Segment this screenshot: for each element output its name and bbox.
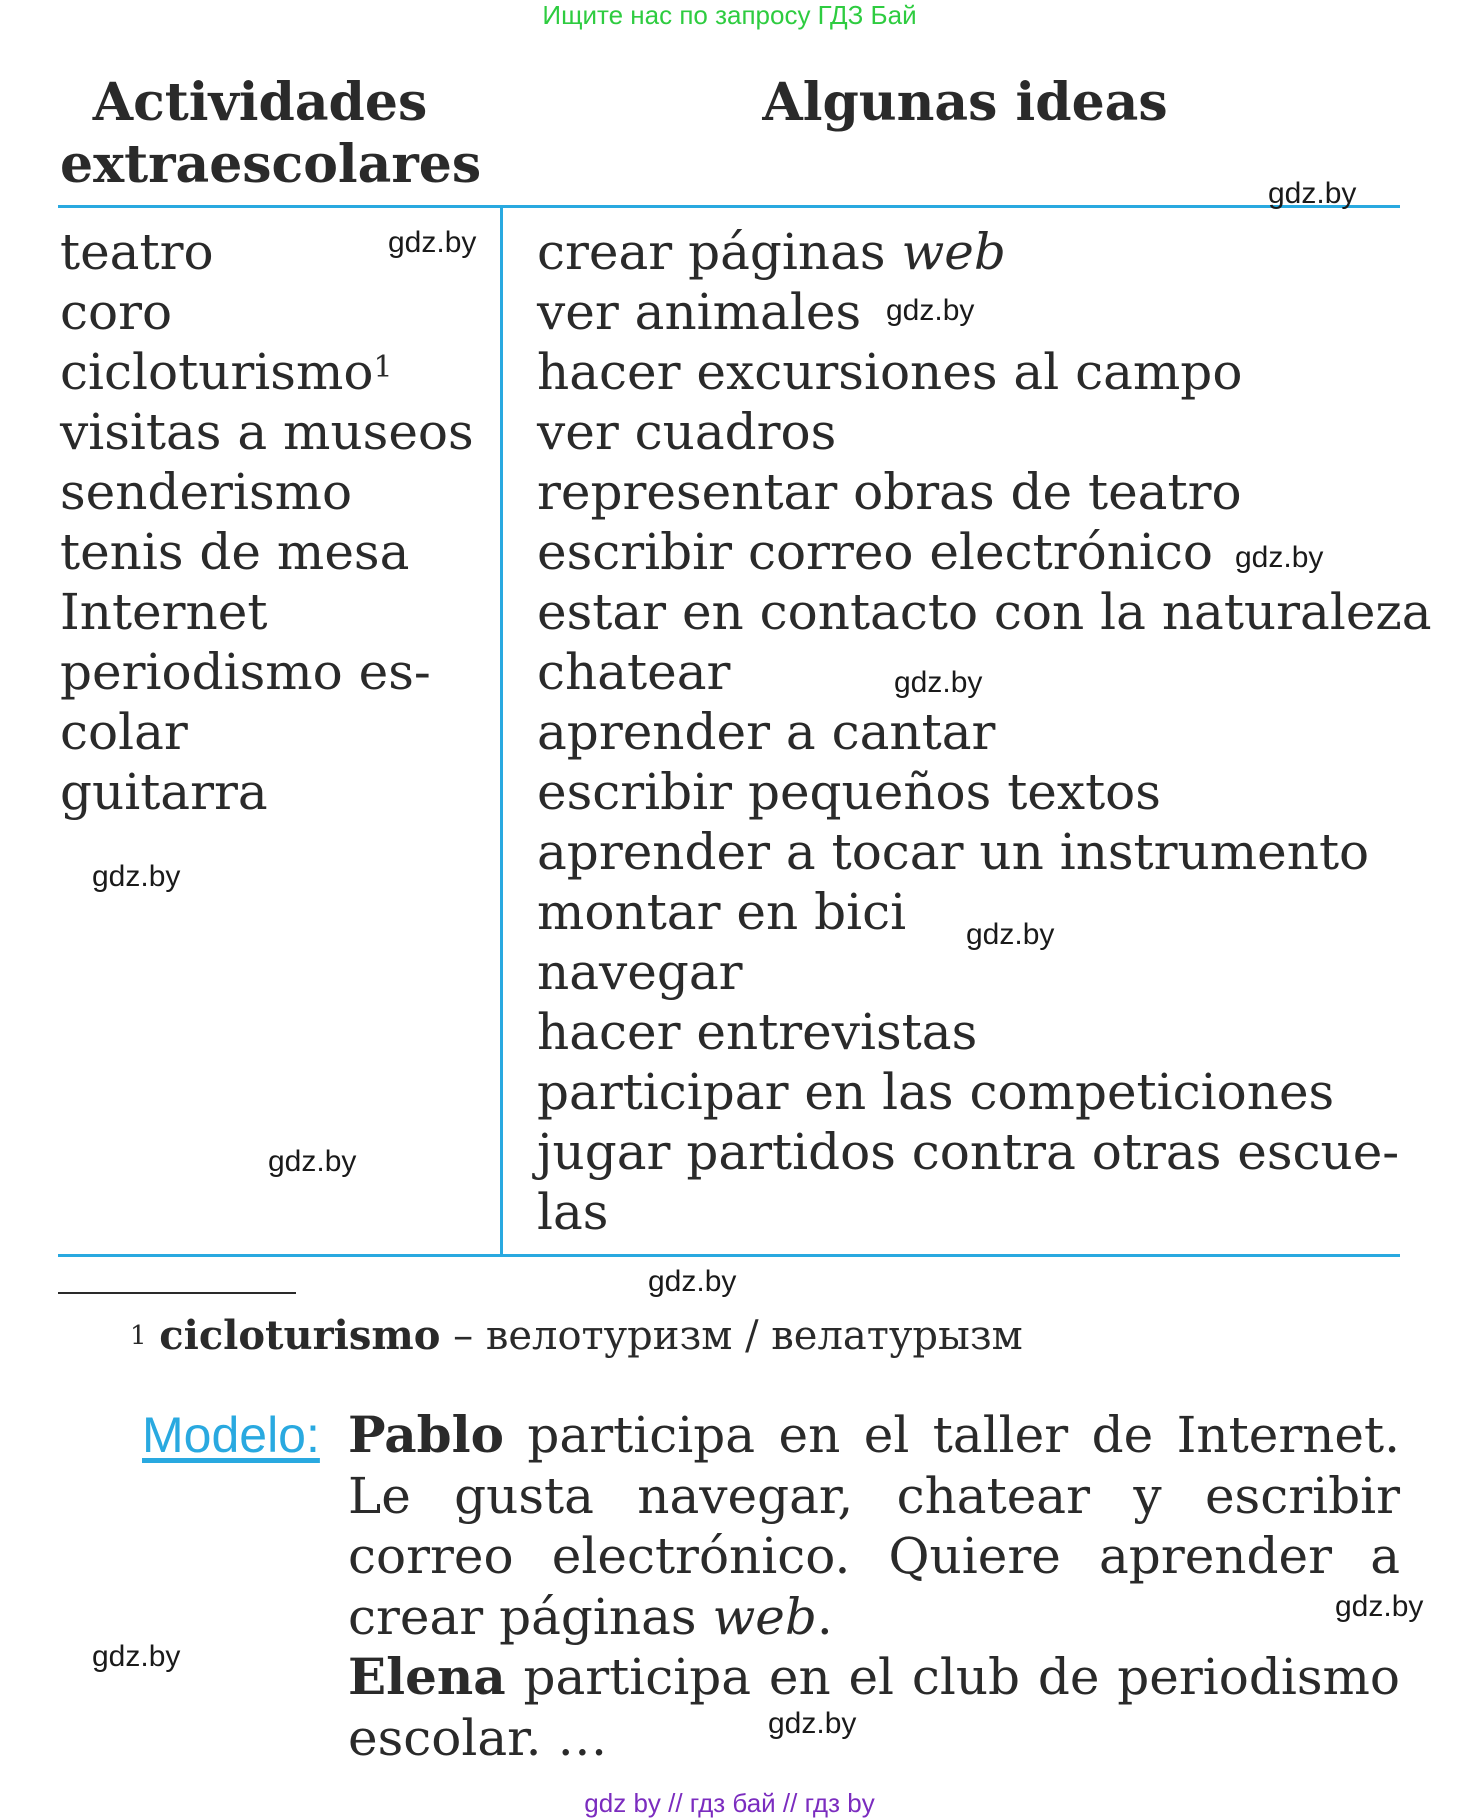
list-item: jugar partidos contra otras escue-: [537, 1123, 1400, 1181]
watermark: gdz.by: [768, 1707, 857, 1740]
list-item: chatear: [537, 643, 731, 701]
list-item: escribir correo electrónico: [537, 523, 1214, 581]
list-item: montar en bici: [537, 883, 907, 941]
footnote-translation: – велотуризм / велатурызм: [440, 1313, 1023, 1359]
modelo-text: [348, 1405, 1400, 1768]
list-item-italic: web: [901, 223, 1006, 281]
list-item: tenis de mesa: [60, 523, 410, 581]
modelo-paragraph: [348, 1405, 1400, 1647]
list-item: Internet: [60, 583, 268, 641]
column-header-ideas: Algunas ideas: [762, 72, 1168, 133]
list-item: hacer excursiones al campo: [537, 343, 1243, 401]
list-item: [537, 222, 1432, 282]
column-header-activities: [60, 72, 482, 196]
list-item: ver cuadros: [537, 403, 837, 461]
footnote-mark: 1: [373, 350, 393, 385]
bottom-nav-links[interactable]: gdz by // гдз бай // гдз by: [584, 1788, 875, 1818]
list-item: estar en contacto con la naturaleza: [537, 583, 1432, 641]
list-item: participar en las competiciones: [537, 1063, 1335, 1121]
watermark: gdz.by: [92, 1640, 181, 1673]
watermark: gdz.by: [1268, 177, 1357, 210]
activities-list: [60, 222, 477, 822]
ideas-list: [537, 222, 1432, 1242]
table-top-rule: [58, 205, 1400, 208]
list-item: periodismo es-: [60, 643, 431, 701]
list-item: guitarra: [60, 763, 268, 821]
modelo-name: Pablo: [348, 1405, 504, 1464]
modelo-label: Modelo:: [142, 1407, 320, 1463]
watermark: gdz.by: [92, 860, 181, 893]
list-item: representar obras de teatro: [537, 463, 1242, 521]
list-item: visitas a museos: [60, 403, 474, 461]
watermark: gdz.by: [268, 1145, 357, 1178]
list-item: las: [537, 1183, 609, 1241]
watermark: gdz.by: [894, 666, 983, 699]
list-item: teatro: [60, 223, 214, 281]
modelo-paragraph: [348, 1647, 1400, 1768]
header-line-2: extraescolares: [60, 134, 482, 195]
list-item: ver animales: [537, 283, 862, 341]
top-banner[interactable]: Ищите нас по запросу ГДЗ Бай: [542, 0, 917, 30]
list-item-text: crear páginas: [537, 223, 902, 281]
list-item-text: cicloturismo: [60, 343, 374, 401]
watermark: gdz.by: [388, 226, 477, 259]
list-item: colar: [60, 703, 188, 761]
modelo-sentence: participa en el taller de Internet. Le gusta navegar, chatear y escribir correo electrónico. Quiere aprender a crear páginas: [348, 1406, 1400, 1646]
modelo-name: Elena: [348, 1647, 506, 1706]
modelo-sentence: participa en el club de periodismo escolar. …: [348, 1648, 1400, 1767]
list-item: coro: [60, 283, 173, 341]
list-item: senderismo: [60, 463, 353, 521]
table-bottom-rule: [58, 1254, 1400, 1257]
watermark: gdz.by: [1335, 1590, 1424, 1623]
watermark: gdz.by: [648, 1265, 737, 1298]
footnote: [130, 1312, 1023, 1360]
watermark: gdz.by: [886, 294, 975, 327]
list-item: navegar: [537, 943, 743, 1001]
list-item: hacer entrevistas: [537, 1003, 978, 1061]
list-item: aprender a tocar un instrumento: [537, 823, 1370, 881]
footnote-number: 1: [130, 1321, 147, 1351]
footnote-term: cicloturismo: [159, 1312, 441, 1359]
list-item: escribir pequeños textos: [537, 763, 1161, 821]
modelo-end: .: [816, 1587, 833, 1646]
list-item: [60, 342, 474, 402]
footnote-rule: [58, 1292, 296, 1294]
watermark: gdz.by: [966, 918, 1055, 951]
table-column-divider: [500, 207, 503, 1254]
header-line-1: Actividades: [92, 72, 428, 133]
modelo-italic: web: [712, 1587, 817, 1646]
list-item: aprender a cantar: [537, 703, 996, 761]
watermark: gdz.by: [1235, 541, 1324, 574]
